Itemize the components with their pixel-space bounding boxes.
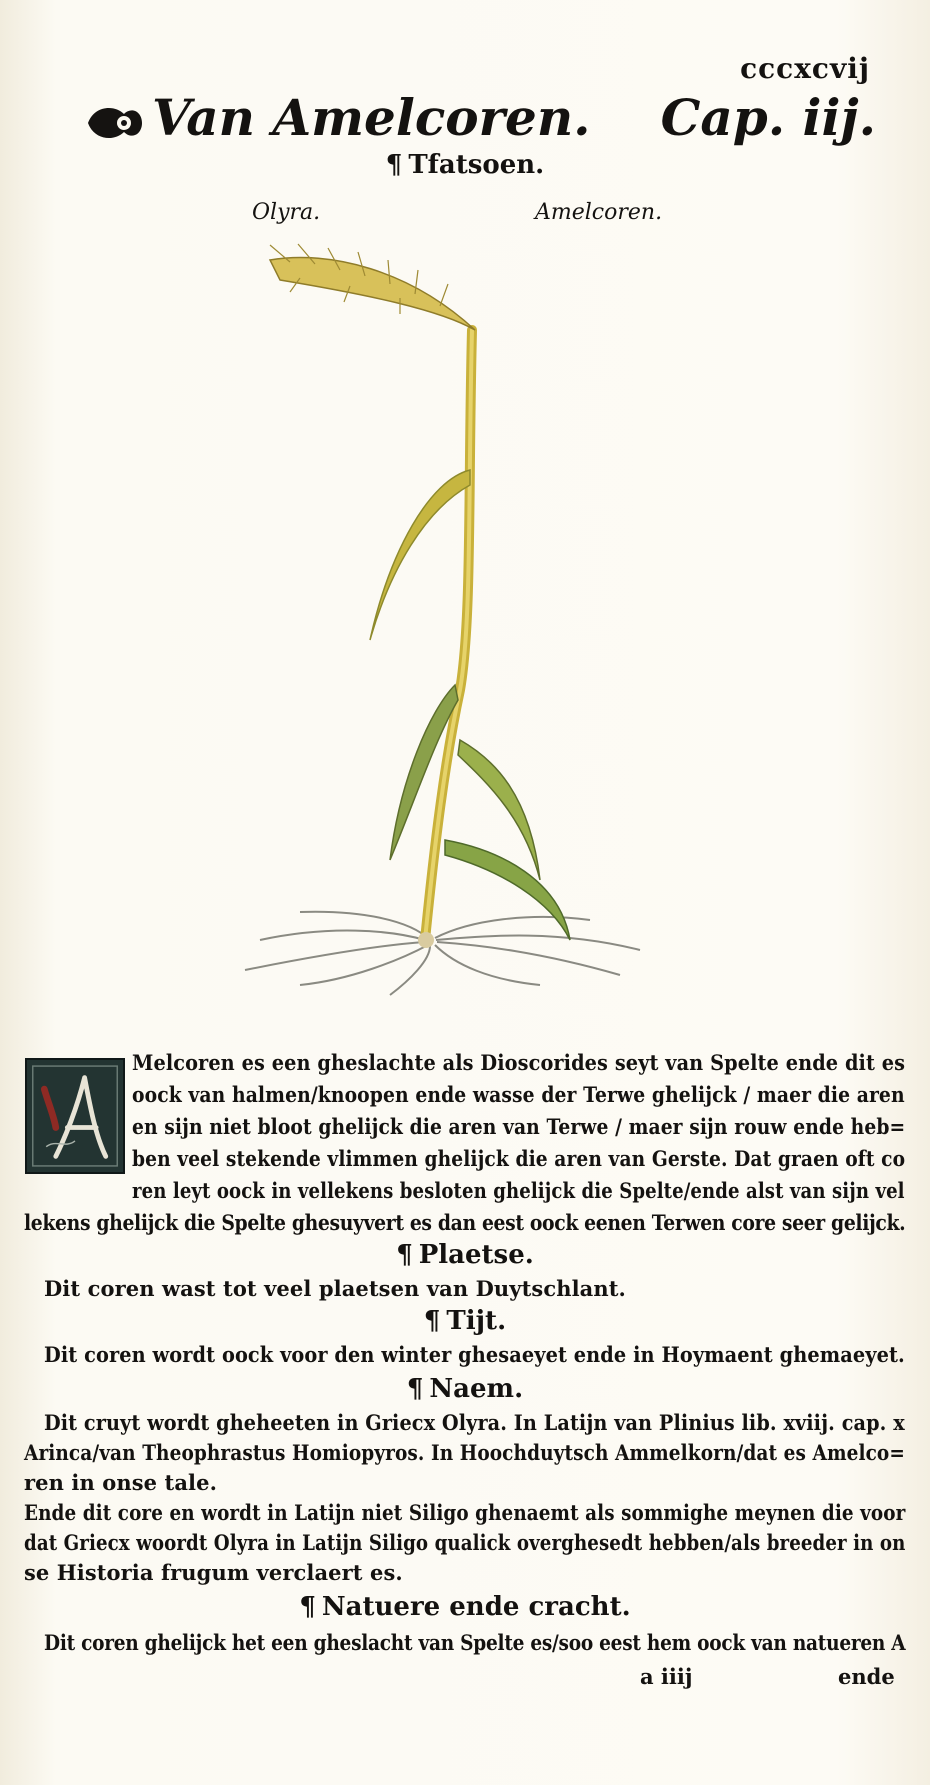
naem-line4: Ende dit core en wordt in Latijn niet Siligo ghenaemt als sommighe meynen die voor [24,1500,906,1525]
leaf-lower [445,840,570,940]
paragraph1-line1: Melcoren es een gheslachte als Dioscorides seyt van Spelte ende dit es [132,1050,906,1075]
pilcrow-icon: ¶ [299,1592,316,1622]
heading-fatsoen: ¶ Tfatsoen. [385,150,545,180]
drop-cap-letter: A [27,1060,28,1062]
plaetse-text: Dit coren wast tot veel plaetsen van Duytschlant. [44,1276,626,1301]
title-text: Van Amelcoren. [152,88,591,147]
ear-of-grain [270,244,475,330]
natuere-text: Dit coren ghelijck het een gheslacht van Spelte es/soo eest hem oock van natueren A [44,1630,906,1655]
paragraph1-line5: ren leyt oock in vellekens besloten ghelijck die Spelte/ende alst van sijn vel [132,1178,905,1203]
paragraph1-line2: oock van halmen/knoopen ende wasse der Terwe ghelijck / maer die aren [132,1082,905,1107]
tijt-text: Dit coren wordt oock voor den winter ghesaeyet ende in Hoymaent ghemaeyet. [44,1342,905,1367]
naem-line3: ren in onse tale. [24,1470,217,1495]
roots [245,912,640,995]
pilcrow-icon: ¶ [423,1306,441,1336]
naem-line1: Dit cruyt wordt gheheeten in Griecx Olyra. In Latijn van Plinius lib. xviij. cap. x [44,1410,905,1435]
heading-natuere: ¶ Natuere ende cracht. [299,1592,631,1622]
heading-plaetse: ¶ Plaetse. [396,1240,534,1270]
paragraph1-line4: ben veel stekende vlimmen ghelijck die aren van Gerste. Dat graen oft co [132,1146,906,1171]
label-dutch: Amelcoren. [535,200,663,225]
label-latin: Olyra. [252,200,321,225]
einkorn-plant-illustration [240,240,660,1020]
chapter-number: Cap. iij. [660,88,877,147]
fleuron-ornament [84,102,146,144]
pilcrow-icon: ¶ [406,1374,424,1404]
heading-naem: ¶ Naem. [406,1374,524,1404]
drop-cap-initial [25,1058,125,1174]
naem-line5: dat Griecx woordt Olyra in Latijn Siligo qualick overghesedt hebben/als breeder in on [24,1530,906,1555]
chapter-title [152,88,876,147]
heading-tijt: ¶ Tijt. [423,1306,507,1336]
signature-mark: a iiij [640,1664,693,1689]
folio-number: cccxcvij [740,52,870,85]
pilcrow-icon: ¶ [385,150,403,180]
pilcrow-icon: ¶ [396,1240,413,1270]
naem-line6: se Historia frugum verclaert es. [24,1560,403,1585]
catchword: ende [838,1664,895,1689]
paragraph1-line6: lekens ghelijck die Spelte ghesuyvert es dan eest oock eenen Terwen core seer gelijck. [24,1210,906,1235]
leaf-upper [370,470,470,640]
naem-line2: Arinca/van Theophrastus Homiopyros. In Hoochduytsch Ammelkorn/dat es Amelco= [24,1440,905,1465]
paragraph1-line3: en sijn niet bloot ghelijck die aren van Terwe / maer sijn rouw ende heb= [132,1114,906,1139]
